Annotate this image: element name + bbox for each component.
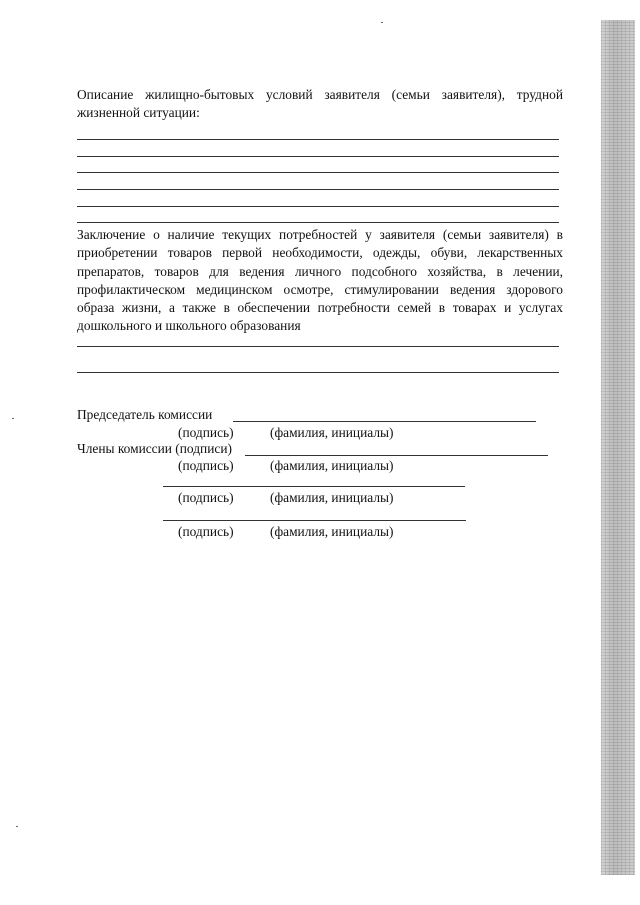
name-caption: (фамилия, инициалы)	[270, 490, 394, 505]
member-signature-line	[163, 486, 465, 487]
signature-caption: (подпись)	[178, 425, 234, 440]
fill-line	[77, 346, 559, 347]
scan-edge-artifact	[601, 20, 635, 875]
scan-speck	[381, 22, 383, 23]
signature-caption: (подпись)	[178, 524, 234, 539]
name-caption: (фамилия, инициалы)	[270, 458, 394, 473]
members-label: Члены комиссии (подписи)	[77, 441, 232, 456]
member-signature-line	[163, 520, 466, 521]
fill-line	[77, 206, 559, 207]
fill-line	[77, 139, 559, 140]
name-caption: (фамилия, инициалы)	[270, 524, 394, 539]
scan-speck	[12, 418, 14, 419]
signature-caption: (подпись)	[178, 490, 234, 505]
signature-caption: (подпись)	[178, 458, 234, 473]
chairman-label: Председатель комиссии	[77, 407, 213, 422]
fill-line	[77, 222, 559, 223]
fill-line	[77, 156, 559, 157]
scan-speck	[16, 826, 18, 827]
living-conditions-heading: Описание жилищно-бытовых условий заявителя (семьи заявителя), трудной жизненной ситуации:	[77, 87, 563, 121]
member-signature-line	[245, 455, 548, 456]
fill-line	[77, 172, 559, 173]
name-caption: (фамилия, инициалы)	[270, 425, 394, 440]
conclusion-heading: Заключение о наличие текущих потребностей у заявителя (семьи заявителя) в приобретении товаров первой необходимости, одежды, обуви, лекарственных препаратов, товаров для ведения личного подсобного хозяйства, в лечении, профилактическом медицинском осмотре, стимулировании ведения здорового образа жизни, а также в обеспечении потребности семей в товарах и услугах дошкольного и школьного образования	[77, 227, 563, 334]
fill-line	[77, 189, 559, 190]
fill-line	[77, 372, 559, 373]
chairman-signature-line	[233, 421, 536, 422]
